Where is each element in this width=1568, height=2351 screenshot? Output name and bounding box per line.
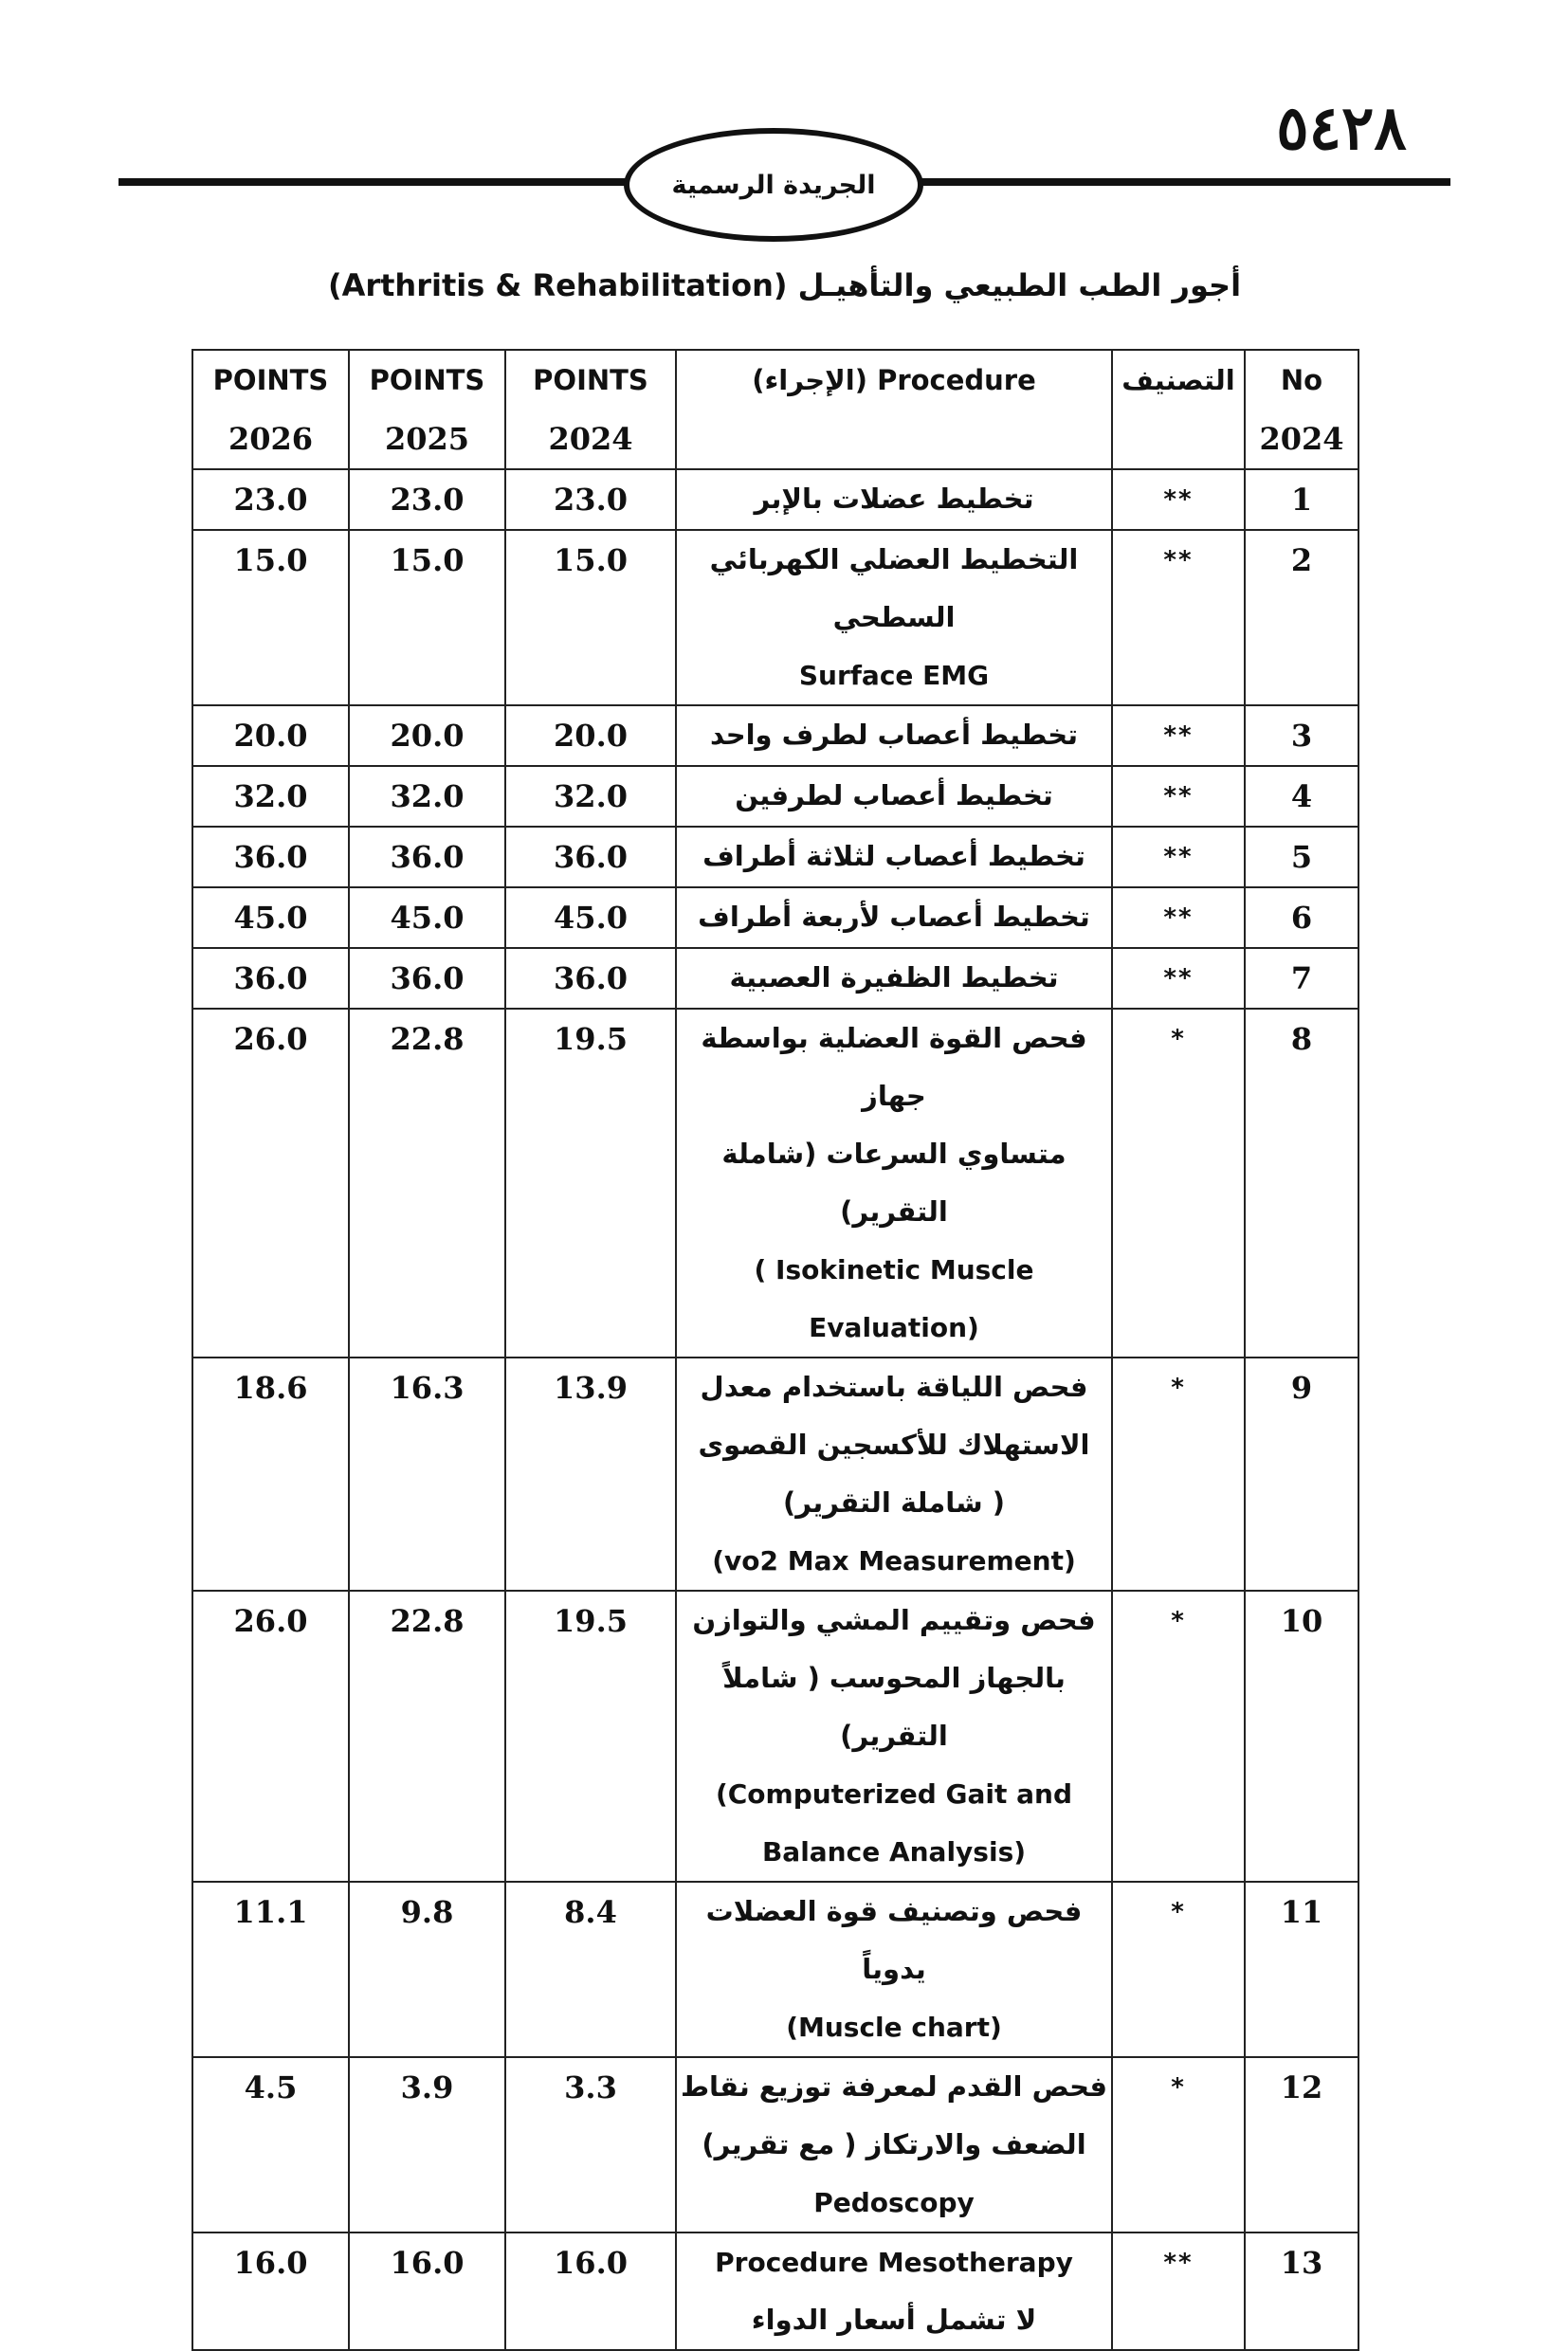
row-points-2025: 20.0 (349, 705, 505, 766)
row-procedure (676, 1591, 1112, 1882)
procedure-line: فحص وتقييم المشي والتوازن (692, 1604, 1096, 1636)
row-points-2025: 36.0 (349, 948, 505, 1009)
procedure-line: فحص اللياقة باستخدام معدل (700, 1371, 1088, 1403)
header-points-2025: POINTS 2025 (349, 350, 505, 469)
row-points-2026: 16.0 (192, 2233, 349, 2350)
row-classification: * (1112, 1591, 1245, 1882)
row-points-2024: 45.0 (505, 887, 676, 948)
row-number: 13 (1245, 2233, 1358, 2350)
table-row (192, 766, 1358, 827)
row-number: 2 (1245, 530, 1358, 705)
row-number: 11 (1245, 1882, 1358, 2057)
gazette-title-ellipse (624, 128, 923, 242)
row-number: 8 (1245, 1009, 1358, 1358)
row-points-2026: 20.0 (192, 705, 349, 766)
row-points-2026: 18.6 (192, 1358, 349, 1591)
row-points-2026: 45.0 (192, 887, 349, 948)
row-procedure (676, 2233, 1112, 2350)
row-points-2026: 36.0 (192, 827, 349, 887)
row-points-2024: 13.9 (505, 1358, 676, 1591)
procedure-line: Evaluation) (809, 1312, 979, 1343)
header-no: No 2024 (1245, 350, 1358, 469)
fees-table (191, 349, 1359, 2351)
row-procedure (676, 469, 1112, 530)
row-procedure (676, 827, 1112, 887)
table-row (192, 827, 1358, 887)
row-points-2025: 23.0 (349, 469, 505, 530)
row-classification: * (1112, 1882, 1245, 2057)
header-classification: التصنيف (1112, 350, 1245, 469)
row-points-2026: 26.0 (192, 1009, 349, 1358)
procedure-line: الاستهلاك للأكسجين القصوى (698, 1429, 1090, 1461)
procedure-line: بالجهاز المحوسب ( شاملاً التقرير) (722, 1662, 1066, 1752)
table-row (192, 1009, 1358, 1358)
row-classification: * (1112, 2057, 1245, 2233)
row-classification: ** (1112, 766, 1245, 827)
table-row (192, 1591, 1358, 1882)
row-points-2024: 3.3 (505, 2057, 676, 2233)
procedure-line: Pedoscopy (813, 2187, 975, 2218)
row-points-2025: 16.0 (349, 2233, 505, 2350)
row-procedure (676, 2057, 1112, 2233)
row-classification: ** (1112, 2233, 1245, 2350)
row-points-2024: 15.0 (505, 530, 676, 705)
row-classification: ** (1112, 948, 1245, 1009)
row-procedure (676, 948, 1112, 1009)
procedure-line: لا تشمل أسعار الدواء (751, 2304, 1037, 2336)
row-points-2026: 23.0 (192, 469, 349, 530)
procedure-line: تخطيط الظفيرة العصبية (729, 961, 1059, 993)
row-points-2025: 9.8 (349, 1882, 505, 2057)
procedure-line: تخطيط أعصاب لأربعة أطراف (698, 901, 1090, 933)
row-procedure (676, 1009, 1112, 1358)
procedure-line: تخطيط أعصاب لطرف واحد (709, 719, 1079, 751)
procedure-line: Surface EMG (798, 660, 990, 691)
document-title: أجور الطب الطبيعي والتأهيـل (Arthritis & Rehabilitation) (327, 267, 1242, 303)
row-points-2024: 8.4 (505, 1882, 676, 2057)
row-points-2026: 26.0 (192, 1591, 349, 1882)
row-points-2024: 36.0 (505, 827, 676, 887)
procedure-line: فحص القدم لمعرفة توزيع نقاط (680, 2070, 1108, 2103)
gazette-title: الجريدة الرسمية (671, 170, 876, 200)
procedure-line: (Computerized Gait and (715, 1778, 1073, 1810)
row-procedure (676, 705, 1112, 766)
procedure-line: ( Isokinetic Muscle (754, 1254, 1034, 1285)
row-classification: ** (1112, 827, 1245, 887)
row-points-2026: 36.0 (192, 948, 349, 1009)
row-points-2025: 32.0 (349, 766, 505, 827)
row-number: 12 (1245, 2057, 1358, 2233)
row-points-2024: 36.0 (505, 948, 676, 1009)
row-points-2024: 20.0 (505, 705, 676, 766)
header-procedure: Procedure (الإجراء) (676, 350, 1112, 469)
row-points-2025: 22.8 (349, 1009, 505, 1358)
row-classification: * (1112, 1358, 1245, 1591)
row-points-2024: 32.0 (505, 766, 676, 827)
row-number: 9 (1245, 1358, 1358, 1591)
row-points-2026: 4.5 (192, 2057, 349, 2233)
row-procedure (676, 887, 1112, 948)
row-classification: * (1112, 1009, 1245, 1358)
procedure-line: ( شاملة التقرير) (783, 1486, 1005, 1519)
row-points-2025: 3.9 (349, 2057, 505, 2233)
procedure-line: Balance Analysis) (761, 1836, 1027, 1868)
header-points-2024: POINTS 2024 (505, 350, 676, 469)
row-points-2025: 16.3 (349, 1358, 505, 1591)
procedure-line: Procedure Mesotherapy (715, 2247, 1073, 2278)
row-classification: ** (1112, 469, 1245, 530)
procedure-line: (vo2 Max Measurement) (712, 1545, 1076, 1576)
row-points-2025: 45.0 (349, 887, 505, 948)
procedure-line: متساوي السرعات (شاملة التقرير) (721, 1138, 1067, 1228)
row-points-2025: 36.0 (349, 827, 505, 887)
row-number: 3 (1245, 705, 1358, 766)
row-classification: ** (1112, 530, 1245, 705)
procedure-line: (Muscle chart) (786, 2012, 1002, 2043)
procedure-line: الضعف والارتكاز ( مع تقرير) (702, 2128, 1086, 2160)
row-number: 10 (1245, 1591, 1358, 1882)
row-points-2024: 19.5 (505, 1591, 676, 1882)
row-points-2024: 19.5 (505, 1009, 676, 1358)
row-number: 5 (1245, 827, 1358, 887)
table-header-row (192, 350, 1358, 469)
table-row (192, 705, 1358, 766)
page-number: ٥٤٢٨ (1276, 93, 1407, 164)
table-row (192, 948, 1358, 1009)
row-procedure (676, 1882, 1112, 2057)
row-number: 7 (1245, 948, 1358, 1009)
header-points-2026: POINTS 2026 (192, 350, 349, 469)
row-points-2025: 15.0 (349, 530, 505, 705)
procedure-line: التخطيط العضلي الكهربائي السطحي (709, 543, 1079, 633)
row-points-2025: 22.8 (349, 1591, 505, 1882)
table-row (192, 1358, 1358, 1591)
table-row (192, 887, 1358, 948)
row-procedure (676, 1358, 1112, 1591)
procedure-line: تخطيط عضلات بالإبر (754, 483, 1034, 515)
table-row (192, 530, 1358, 705)
row-number: 4 (1245, 766, 1358, 827)
row-procedure (676, 530, 1112, 705)
table-row (192, 2057, 1358, 2233)
table-row (192, 469, 1358, 530)
row-classification: ** (1112, 887, 1245, 948)
row-points-2026: 11.1 (192, 1882, 349, 2057)
row-number: 6 (1245, 887, 1358, 948)
table-row (192, 2233, 1358, 2350)
row-number: 1 (1245, 469, 1358, 530)
procedure-line: تخطيط أعصاب لثلاثة أطراف (702, 840, 1085, 872)
row-procedure (676, 766, 1112, 827)
row-points-2026: 32.0 (192, 766, 349, 827)
table-row (192, 1882, 1358, 2057)
row-classification: ** (1112, 705, 1245, 766)
procedure-line: تخطيط أعصاب لطرفين (735, 779, 1053, 811)
procedure-line: فحص وتصنيف قوة العضلات يدوياً (705, 1895, 1083, 1985)
procedure-line: فحص القوة العضلية بواسطة جهاز (701, 1022, 1087, 1112)
row-points-2024: 23.0 (505, 469, 676, 530)
row-points-2026: 15.0 (192, 530, 349, 705)
row-points-2024: 16.0 (505, 2233, 676, 2350)
